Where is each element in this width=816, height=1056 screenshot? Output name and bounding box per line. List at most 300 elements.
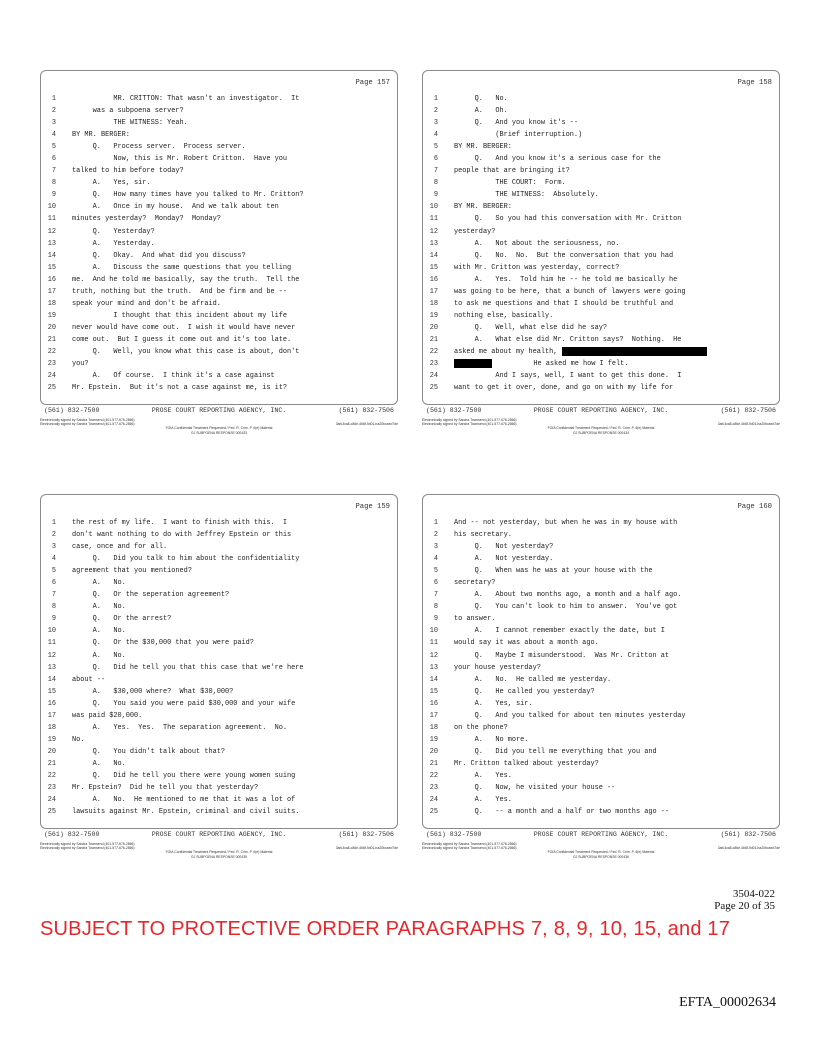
transcript-line xyxy=(422,226,780,238)
line-text xyxy=(72,722,394,734)
line-text xyxy=(72,117,394,129)
footer-phone-right: (561) 832-7506 xyxy=(720,831,776,838)
line-text-content: A. Discuss the same questions that you telling xyxy=(72,263,292,272)
line-text xyxy=(72,650,394,662)
transcript-line xyxy=(422,674,780,686)
line-number: 7 xyxy=(51,167,56,176)
line-text xyxy=(72,553,394,565)
transcript-line xyxy=(422,298,780,310)
line-text-content: case, once and for all. xyxy=(72,543,168,552)
transcript-line xyxy=(40,782,398,794)
electronic-signature-block xyxy=(40,842,398,859)
foia-notice: FOIA Confidential Treatment Requested / Fed. R. Crim. P. 6(e) Material xyxy=(547,850,655,855)
line-number: 4 xyxy=(433,131,438,140)
transcript-line xyxy=(422,382,780,394)
transcript-line xyxy=(40,710,398,722)
line-text xyxy=(454,517,776,529)
transcript-line xyxy=(422,770,780,782)
line-text xyxy=(72,262,394,274)
line-number: 25 xyxy=(47,384,56,393)
line-text-content: was paid $20,000. xyxy=(72,711,143,720)
line-text-content: A. No. xyxy=(72,603,126,612)
line-number: 25 xyxy=(429,384,438,393)
line-text-content: Q. -- a month and a half or two months ago -- xyxy=(454,808,670,817)
line-text-content: talked to him before today? xyxy=(72,167,184,176)
line-text xyxy=(454,565,776,577)
line-text xyxy=(454,662,776,674)
transcript-line xyxy=(422,698,780,710)
line-number: 8 xyxy=(433,179,438,188)
transcript-line xyxy=(422,153,780,165)
line-text-content: never would have come out. I wish it would have never xyxy=(72,323,296,332)
line-text xyxy=(454,382,776,394)
line-number: 22 xyxy=(429,347,438,356)
transcript-line xyxy=(422,565,780,577)
transcript-line xyxy=(40,213,398,225)
line-text xyxy=(454,370,776,382)
line-text-content: Q. Yesterday? xyxy=(72,227,155,236)
transcript-line xyxy=(40,189,398,201)
line-text-content: people that are bringing it? xyxy=(454,167,570,176)
line-text xyxy=(454,93,776,105)
line-number: 14 xyxy=(47,251,56,260)
line-number: 17 xyxy=(47,287,56,296)
line-number: 3 xyxy=(51,119,56,128)
line-text-content: And I says, well, I want to get this done. I xyxy=(454,372,682,381)
line-text xyxy=(454,577,776,589)
reporter-footer xyxy=(40,831,398,838)
line-text xyxy=(454,553,776,565)
footer-phone-left: (561) 832-7500 xyxy=(426,407,482,414)
transcript-line xyxy=(422,746,780,758)
line-text-content: your house yesterday? xyxy=(454,663,541,672)
signature-line-2: Electronically signed by Sandra Townsend (401-577-676-2866) xyxy=(422,422,517,427)
line-text-content: Mr. Critton talked about yesterday? xyxy=(454,759,599,768)
reporter-footer xyxy=(422,407,780,414)
transcript-line xyxy=(40,734,398,746)
transcript-line xyxy=(40,286,398,298)
line-text-content: BY MR. BERGER: xyxy=(72,131,130,140)
line-text xyxy=(454,541,776,553)
transcript-line xyxy=(422,334,780,346)
line-text-content: A. Yes, sir. xyxy=(454,699,533,708)
line-text-content: A. No. xyxy=(72,651,126,660)
page-number-label: Page 157 xyxy=(355,79,390,87)
line-number: 15 xyxy=(47,263,56,272)
transcript-line xyxy=(422,141,780,153)
line-text xyxy=(72,613,394,625)
line-text-content: A. I cannot remember exactly the date, but I xyxy=(454,627,665,636)
line-text xyxy=(72,189,394,201)
transcript-line xyxy=(422,601,780,613)
transcript-line xyxy=(40,577,398,589)
transcript-line xyxy=(40,141,398,153)
line-text xyxy=(72,213,394,225)
transcript-page-160 xyxy=(422,494,780,864)
transcript-line xyxy=(40,698,398,710)
foia-notice: FOIA Confidential Treatment Requested / Fed. R. Crim. P. 6(e) Material xyxy=(165,850,273,855)
transcript-page-158 xyxy=(422,70,780,440)
line-number: 17 xyxy=(47,711,56,720)
line-number: 25 xyxy=(47,808,56,817)
footer-agency: PROSE COURT REPORTING AGENCY, INC. xyxy=(151,831,287,838)
line-text xyxy=(72,238,394,250)
line-text-content: Now, this is Mr. Robert Critton. Have you xyxy=(72,155,288,164)
line-text xyxy=(72,358,394,370)
line-text xyxy=(454,129,776,141)
line-number: 24 xyxy=(47,796,56,805)
transcript-line xyxy=(422,541,780,553)
line-text xyxy=(454,698,776,710)
line-text-content: Mr. Epstein? Did he tell you that yesterday? xyxy=(72,784,259,793)
transcript-line xyxy=(40,298,398,310)
transcript-line xyxy=(422,310,780,322)
line-number: 17 xyxy=(429,711,438,720)
transcript-line xyxy=(40,674,398,686)
signature-hash: 3afc3ca8-c86e-4b8f-9d01-ba20bcaed7de xyxy=(717,422,780,427)
line-text-content: asked me about my health, xyxy=(454,347,562,356)
line-number: 19 xyxy=(47,311,56,320)
line-text-content: secretary? xyxy=(454,579,496,588)
transcript-line xyxy=(422,346,780,358)
footer-agency: PROSE COURT REPORTING AGENCY, INC. xyxy=(151,407,287,414)
line-number: 21 xyxy=(429,335,438,344)
line-text xyxy=(72,334,394,346)
transcript-line xyxy=(422,637,780,649)
transcript-lines xyxy=(422,93,780,394)
signature-hash: 3afc3ca8-c86e-4b8f-9d01-ba20bcaed7de xyxy=(335,422,398,427)
line-text-content: Q. Or the seperation agreement? xyxy=(72,591,230,600)
transcript-line xyxy=(422,105,780,117)
line-text-content: Q. Did you tell me everything that you and xyxy=(454,747,657,756)
line-text xyxy=(72,382,394,394)
line-text xyxy=(72,370,394,382)
line-text-content: A. $30,000 where? What $30,000? xyxy=(72,687,234,696)
line-text xyxy=(72,129,394,141)
transcript-line xyxy=(422,250,780,262)
footer-phone-left: (561) 832-7500 xyxy=(426,831,482,838)
line-text-content: truth, nothing but the truth. And be firm and be -- xyxy=(72,287,288,296)
line-number: 22 xyxy=(47,771,56,780)
transcript-line xyxy=(40,589,398,601)
line-text-content: the rest of my life. I want to finish with this. I xyxy=(72,519,288,527)
line-text xyxy=(454,637,776,649)
line-text-content: A. Yes. xyxy=(454,796,512,805)
line-number: 3 xyxy=(433,543,438,552)
line-text xyxy=(72,746,394,758)
transcript-line xyxy=(40,238,398,250)
line-text-content: yesterday? xyxy=(454,227,496,236)
signature-line-1: Electronically signed by Sandra Townsend (401-577-676-2866) xyxy=(40,842,135,846)
line-number: 10 xyxy=(429,203,438,212)
signature-line-1: Electronically signed by Sandra Townsend (401-577-676-2866) xyxy=(422,842,517,846)
line-text xyxy=(72,734,394,746)
footer-phone-right: (561) 832-7506 xyxy=(338,407,394,414)
transcript-line xyxy=(40,541,398,553)
transcript-line xyxy=(422,662,780,674)
line-text xyxy=(72,577,394,589)
line-text-content: nothing else, basically. xyxy=(454,311,554,320)
transcript-line xyxy=(40,226,398,238)
line-text-content: Q. You didn't talk about that? xyxy=(72,747,225,756)
line-number: 1 xyxy=(433,519,438,527)
line-text-content: Q. And you talked for about ten minutes yesterday xyxy=(454,711,686,720)
line-text xyxy=(72,322,394,334)
line-text xyxy=(72,298,394,310)
line-text xyxy=(454,141,776,153)
transcript-line xyxy=(422,577,780,589)
transcript-line xyxy=(40,346,398,358)
line-text xyxy=(454,794,776,806)
line-text-content: A. Yes. Told him he -- he told me basically he xyxy=(454,275,678,284)
line-number: 23 xyxy=(47,784,56,793)
page-number-label: Page 160 xyxy=(737,503,772,511)
line-number: 11 xyxy=(47,639,56,648)
line-number: 1 xyxy=(51,519,56,527)
line-text xyxy=(454,153,776,165)
line-number: 20 xyxy=(429,747,438,756)
transcript-line xyxy=(422,262,780,274)
line-text xyxy=(72,782,394,794)
transcript-line xyxy=(422,286,780,298)
transcript-line xyxy=(422,734,780,746)
line-text-content: you? xyxy=(72,360,89,369)
line-number: 2 xyxy=(51,107,56,116)
line-number: 3 xyxy=(433,119,438,128)
line-text xyxy=(72,226,394,238)
bates-number: GJ SUBPOENA RESPONSE 000436 xyxy=(573,854,629,859)
transcript-line xyxy=(40,601,398,613)
line-number: 21 xyxy=(47,759,56,768)
line-number: 11 xyxy=(47,215,56,224)
line-number: 24 xyxy=(47,372,56,381)
line-text-content: Q. Or the arrest? xyxy=(72,615,172,624)
line-text xyxy=(454,213,776,225)
line-number: 12 xyxy=(429,227,438,236)
line-text-content: Q. Not yesterday? xyxy=(454,543,554,552)
signature-line-2: Electronically signed by Sandra Townsend (401-577-676-2866) xyxy=(422,846,517,851)
line-text-content: THE COURT: Form. xyxy=(454,179,566,188)
line-text-content: Q. Did he tell you that this case that we're here xyxy=(72,663,304,672)
line-number: 24 xyxy=(429,372,438,381)
transcript-line xyxy=(40,310,398,322)
line-text xyxy=(72,758,394,770)
transcript-line xyxy=(40,770,398,782)
line-text xyxy=(72,529,394,541)
line-text xyxy=(454,346,776,358)
footer-phone-right: (561) 832-7506 xyxy=(720,407,776,414)
line-number: 12 xyxy=(47,651,56,660)
line-number: 2 xyxy=(51,531,56,540)
line-number: 10 xyxy=(47,203,56,212)
reporter-footer xyxy=(422,831,780,838)
line-text-content: Q. He called you yesterday? xyxy=(454,687,595,696)
line-number: 8 xyxy=(51,603,56,612)
line-number: 17 xyxy=(429,287,438,296)
line-number: 15 xyxy=(429,263,438,272)
signature-line-1: Electronically signed by Sandra Townsend (401-577-676-2866) xyxy=(422,418,517,422)
footer-agency: PROSE COURT REPORTING AGENCY, INC. xyxy=(533,831,669,838)
transcript-line xyxy=(40,722,398,734)
line-text-content: his secretary. xyxy=(454,531,512,540)
line-text xyxy=(454,758,776,770)
line-number: 9 xyxy=(433,615,438,624)
transcript-line xyxy=(422,650,780,662)
footer-phone-left: (561) 832-7500 xyxy=(44,831,100,838)
line-text-content: Q. Did you talk to him about the confidentiality xyxy=(72,555,300,564)
line-text-content: A. No. xyxy=(72,627,126,636)
line-number: 10 xyxy=(429,627,438,636)
line-number: 23 xyxy=(47,360,56,369)
transcript-line xyxy=(40,334,398,346)
line-text-content: He asked me how I felt. xyxy=(492,360,629,369)
line-text-content: on the phone? xyxy=(454,723,508,732)
line-text-content: A. Yes. xyxy=(454,771,512,780)
line-text xyxy=(454,710,776,722)
reporter-footer xyxy=(40,407,398,414)
line-number: 13 xyxy=(47,239,56,248)
line-number: 20 xyxy=(47,323,56,332)
line-text xyxy=(72,346,394,358)
doc-ref-number: 3504-022 xyxy=(732,888,775,900)
line-text xyxy=(72,274,394,286)
transcript-line xyxy=(422,274,780,286)
transcript-line xyxy=(40,662,398,674)
document-reference xyxy=(714,888,775,912)
transcript-line xyxy=(422,165,780,177)
line-number: 20 xyxy=(429,323,438,332)
line-number: 9 xyxy=(433,191,438,200)
line-text-content: Q. Did he tell you there were young women suing xyxy=(72,771,296,780)
line-text xyxy=(72,625,394,637)
transcript-line xyxy=(40,117,398,129)
foia-notice: FOIA Confidential Treatment Requested / Fed. R. Crim. P. 6(e) Material xyxy=(547,426,655,431)
line-text xyxy=(454,734,776,746)
line-number: 14 xyxy=(429,251,438,260)
transcript-line xyxy=(422,758,780,770)
line-number: 7 xyxy=(433,591,438,600)
line-number: 6 xyxy=(433,579,438,588)
line-text xyxy=(454,262,776,274)
line-text xyxy=(454,274,776,286)
transcript-line xyxy=(40,529,398,541)
line-text-content: I thought that this incident about my life xyxy=(72,311,288,320)
line-number: 21 xyxy=(429,759,438,768)
transcript-line xyxy=(40,650,398,662)
transcript-line xyxy=(422,177,780,189)
line-text-content: Q. So you had this conversation with Mr. Critton xyxy=(454,215,682,224)
line-number: 16 xyxy=(47,699,56,708)
line-text-content: Q. You can't look to him to answer. You've got xyxy=(454,603,678,612)
line-text xyxy=(72,770,394,782)
line-text xyxy=(454,770,776,782)
line-number: 5 xyxy=(51,567,56,576)
transcript-line xyxy=(40,517,398,529)
line-text-content: No. xyxy=(72,735,85,744)
line-text xyxy=(72,517,394,529)
line-text-content: And -- not yesterday, but when he was in my house with xyxy=(454,519,678,527)
line-text xyxy=(72,177,394,189)
line-text xyxy=(454,165,776,177)
line-number: 23 xyxy=(429,784,438,793)
line-number: 2 xyxy=(433,531,438,540)
transcript-line xyxy=(422,93,780,105)
line-number: 19 xyxy=(429,735,438,744)
footer-phone-left: (561) 832-7500 xyxy=(44,407,100,414)
bates-number: GJ SUBPOENA RESPONSE 000435 xyxy=(191,854,247,859)
electronic-signature-block xyxy=(422,842,780,859)
line-text-content: Q. Okay. And what did you discuss? xyxy=(72,251,246,260)
line-number: 4 xyxy=(51,555,56,564)
line-text xyxy=(72,565,394,577)
line-text-content: me. And he told me basically, say the truth. Tell the xyxy=(72,275,300,284)
line-text xyxy=(72,165,394,177)
line-text-content: lawsuits against Mr. Epstein, criminal and civil suits. xyxy=(72,808,300,817)
line-number: 2 xyxy=(433,107,438,116)
line-number: 8 xyxy=(433,603,438,612)
line-text xyxy=(72,105,394,117)
line-text xyxy=(454,238,776,250)
signature-line-2: Electronically signed by Sandra Townsend (401-577-676-2866) xyxy=(40,846,135,851)
line-text xyxy=(72,250,394,262)
line-text xyxy=(72,286,394,298)
line-text-content: to answer. xyxy=(454,615,496,624)
line-text xyxy=(72,674,394,686)
line-text-content: A. What else did Mr. Critton says? Nothing. He xyxy=(454,335,682,344)
line-text-content: Q. Well, you know what this case is about, don't xyxy=(72,347,300,356)
line-text xyxy=(454,746,776,758)
transcript-line xyxy=(40,746,398,758)
line-text xyxy=(72,637,394,649)
transcript-line xyxy=(40,129,398,141)
line-text-content: A. No. xyxy=(72,579,126,588)
line-text xyxy=(72,686,394,698)
line-number: 7 xyxy=(51,591,56,600)
transcript-line xyxy=(40,370,398,382)
line-text xyxy=(454,286,776,298)
transcript-line xyxy=(40,358,398,370)
line-text xyxy=(454,650,776,662)
line-number: 11 xyxy=(429,215,438,224)
line-number: 19 xyxy=(47,735,56,744)
line-text-content: Q. And you know it's -- xyxy=(454,119,579,128)
line-text-content: want to get it over, done, and go on with my life for xyxy=(454,384,674,393)
transcript-line xyxy=(422,553,780,565)
line-text-content: Q. Or the $30,000 that you were paid? xyxy=(72,639,254,648)
foia-notice: FOIA Confidential Treatment Requested / Fed. R. Crim. P. 6(e) Material xyxy=(165,426,273,431)
line-number: 14 xyxy=(429,675,438,684)
transcript-line xyxy=(40,553,398,565)
line-number: 25 xyxy=(429,808,438,817)
line-text xyxy=(454,322,776,334)
line-text xyxy=(72,794,394,806)
transcript-line xyxy=(40,201,398,213)
line-text-content: A. Once in my house. And we talk about ten xyxy=(72,203,279,212)
line-text xyxy=(72,153,394,165)
signature-hash: 3afc3ca8-c86e-4b8f-9d01-ba20bcaed7de xyxy=(335,846,398,851)
line-text-content: would say it was about a month ago. xyxy=(454,639,599,648)
bates-number: GJ SUBPOENA RESPONSE 000434 xyxy=(573,430,629,435)
line-text-content: was a subpoena server? xyxy=(72,107,184,116)
line-number: 14 xyxy=(47,675,56,684)
line-number: 21 xyxy=(47,335,56,344)
line-text-content: agreement that you mentioned? xyxy=(72,567,192,576)
line-number: 5 xyxy=(51,143,56,152)
line-text-content: THE WITNESS: Absolutely. xyxy=(454,191,599,200)
line-text xyxy=(454,226,776,238)
line-text-content: don't want nothing to do with Jeffrey Epstein or this xyxy=(72,531,292,540)
transcript-line xyxy=(422,710,780,722)
